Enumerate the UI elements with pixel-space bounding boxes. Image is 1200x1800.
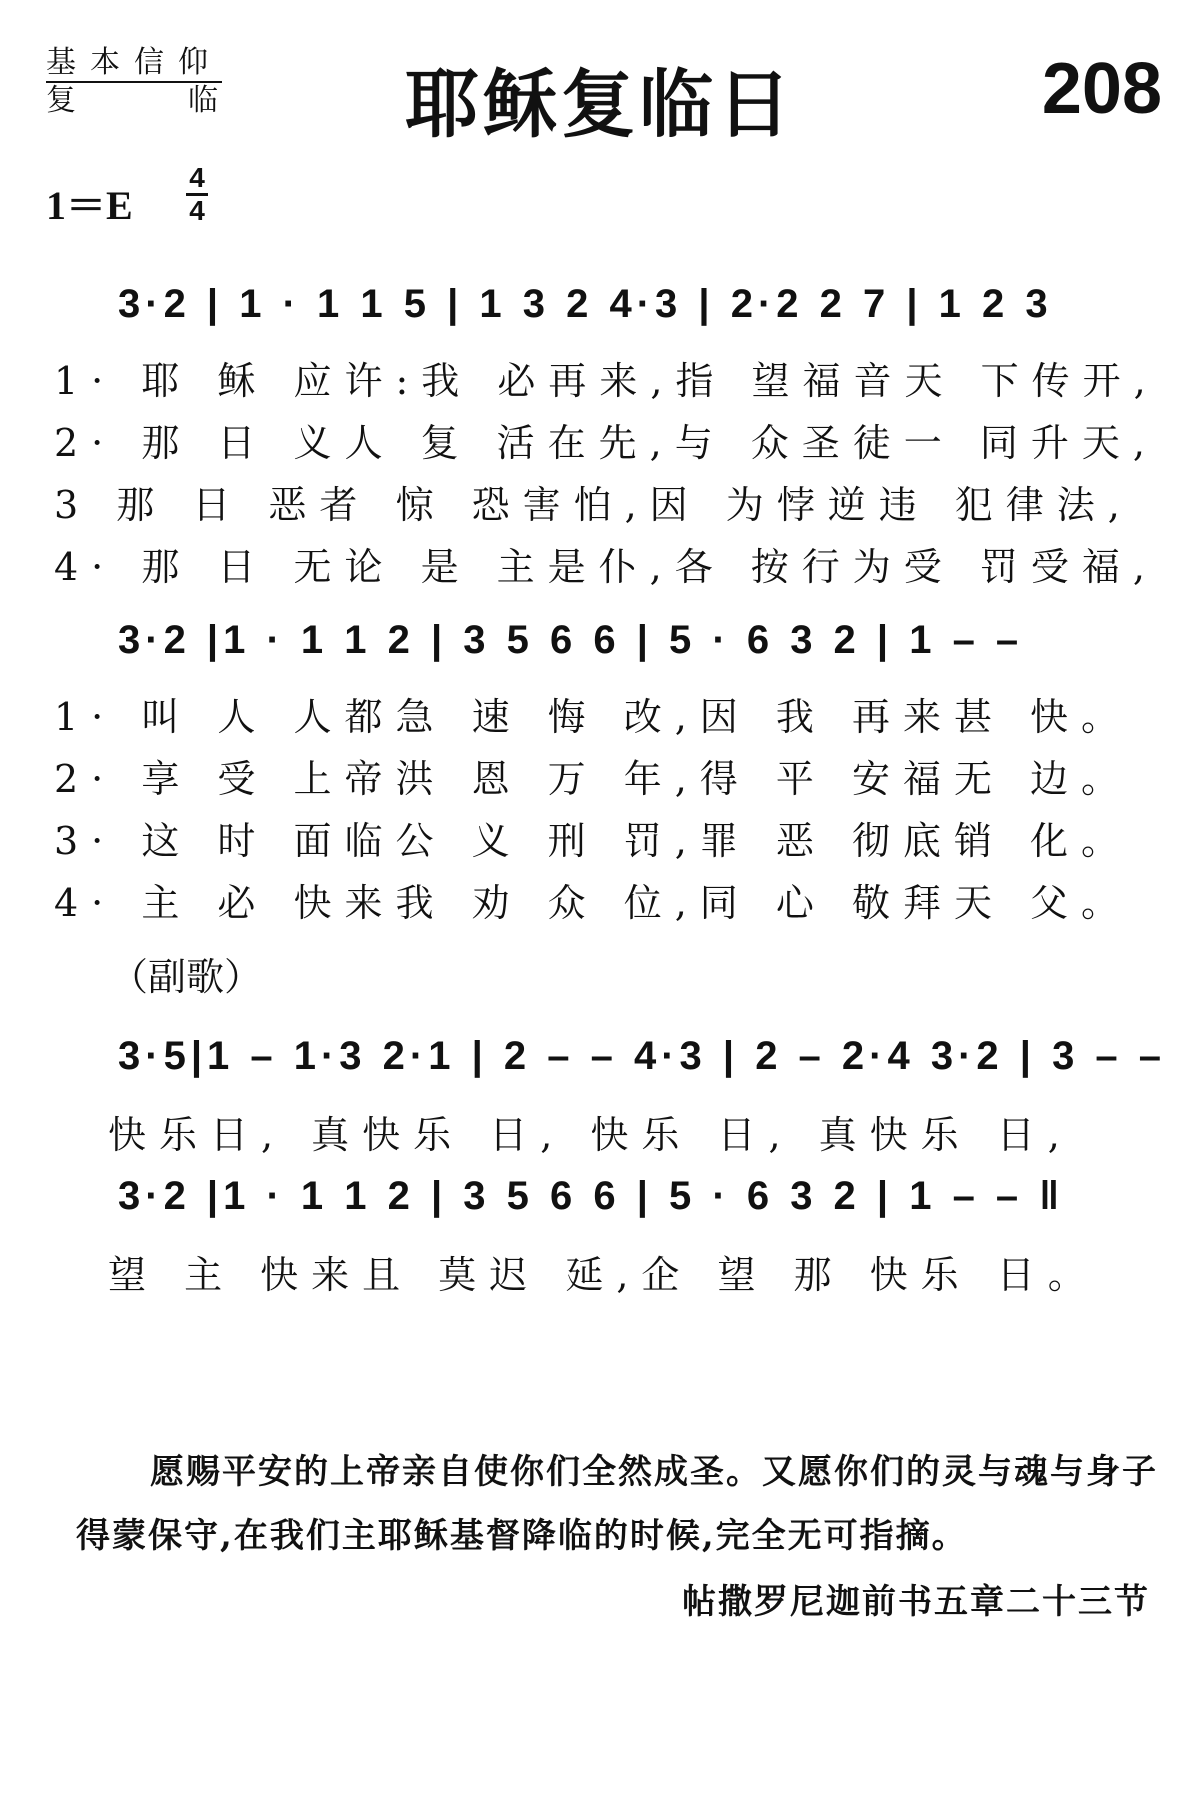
subcategory-right: 临 [188,83,218,118]
time-signature-top: 4 [189,162,205,193]
category-label: 基本信仰 [46,46,222,83]
time-signature-bottom: 4 [189,195,205,226]
lyric-line-2-4: 4· 主 必 快来我 劝 众 位,同 心 敬拜天 父。 [54,881,1133,925]
scripture-reference: 帖撒罗尼迦前书五章二十三节 [682,1582,1150,1622]
lyric-line-1-1: 1· 耶 稣 应许:我 必再来,指 望福音天 下传开, [54,359,1159,403]
lyric-line-1-3: 3 那 日 恶者 惊 恐害怕,因 为悖逆违 犯律法, [54,483,1133,527]
notation-line-1: 3·2 | 1 · 1 1 5 | 1 3 2 4·3 | 2·2 2 7 | 1 2 3 [118,282,1053,326]
scripture-quote: 愿赐平安的上帝亲自使你们全然成圣。又愿你们的灵与魂与身子得蒙保守,在我们主耶稣基督降临的时候,完全无可指摘。 [76,1452,1158,1556]
key-signature: 1＝E [46,183,133,228]
lyric-line-1-2: 2· 那 日 义人 复 活在先,与 众圣徒一 同升天, [54,421,1158,465]
lyric-line-1-4: 4· 那 日 无论 是 主是仆,各 按行为受 罚受福, [54,545,1158,589]
time-signature [186,164,208,225]
notation-line-2: 3·2 |1 · 1 1 2 | 3 5 6 6 | 5 · 6 3 2 | 1 – – [118,618,1024,662]
lyric-line-2-2: 2· 享 受 上帝洪 恩 万 年,得 平 安福无 边。 [54,757,1133,801]
notation-line-chorus-1: 3·5|1 – 1·3 2·1 | 2 – – 4·3 | 2 – 2·4 3·2 | 3 – – [118,1034,1167,1078]
lyric-line-2-1: 1· 叫 人 人都急 速 悔 改,因 我 再来甚 快。 [54,695,1133,739]
lyric-line-chorus-2: 望 主 快来且 莫迟 延,企 望 那 快乐 日。 [108,1253,1099,1297]
hymn-number: 208 [1041,49,1162,129]
chorus-label: （副歌） [110,955,263,999]
lyric-line-chorus-1: 快乐日, 真快乐 日, 快乐 日, 真快乐 日, [108,1113,1073,1157]
notation-line-chorus-2: 3·2 |1 · 1 1 2 | 3 5 6 6 | 5 · 6 3 2 | 1 – – ‖ [118,1174,1065,1218]
lyric-line-2-3: 3· 这 时 面临公 义 刑 罚,罪 恶 彻底销 化。 [54,819,1133,863]
subcategory-left: 复 [46,83,76,118]
hymn-title: 耶稣复临日 [405,62,795,148]
